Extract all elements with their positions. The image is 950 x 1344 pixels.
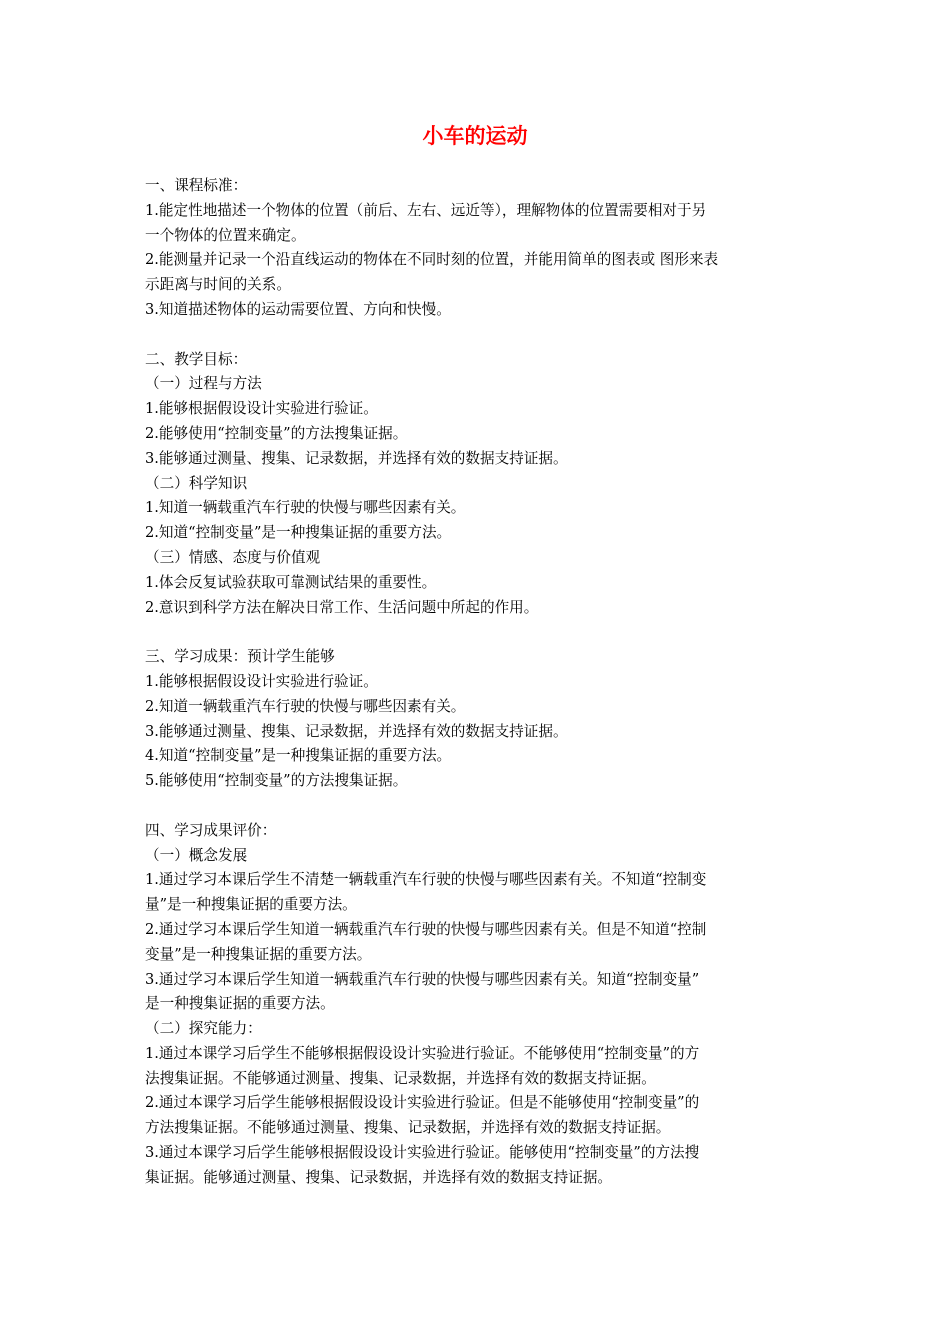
text-line: （三）情感、态度与价值观 [145, 548, 321, 566]
document-title: 小车的运动 [422, 124, 528, 148]
text-line: 5.能够使用“控制变量”的方法搜集证据。 [145, 772, 408, 790]
text-line: 1.能定性地描述一个物体的位置（前后、左右、远近等），理解物体的位置需要相对于另 [145, 201, 707, 219]
text-line: 2.知道“控制变量”是一种搜集证据的重要方法。 [145, 524, 452, 542]
text-line: （二）探究能力： [145, 1020, 262, 1038]
text-line: 是一种搜集证据的重要方法。 [145, 995, 335, 1013]
text-line: 四、学习成果评价： [145, 821, 277, 839]
document-body [145, 174, 813, 1191]
text-line: 4.知道“控制变量”是一种搜集证据的重要方法。 [145, 747, 452, 765]
text-line: 2.意识到科学方法在解决日常工作、生活问题中所起的作用。 [145, 598, 539, 616]
section-gap [145, 620, 813, 645]
text-line: 二、教学目标： [145, 350, 248, 368]
text-line: 3.能够通过测量、搜集、记录数据，并选择有效的数据支持证据。 [145, 449, 568, 467]
text-line: 3.知道描述物体的运动需要位置、方向和快慢。 [145, 300, 451, 318]
text-line: （一）过程与方法 [145, 375, 262, 393]
text-line: 一、课程标准： [145, 177, 248, 194]
text-line: 三、学习成果：预计学生能够 [145, 648, 335, 666]
text-line: 1.体会反复试验获取可靠测试结果的重要性。 [145, 573, 437, 591]
text-line: 2.通过本课学习后学生能够根据假设设计实验进行验证。但是不能够使用“控制变量”的 [145, 1094, 700, 1112]
text-line: 1.通过本课学习后学生不能够根据假设设计实验进行验证。不能够使用“控制变量”的方 [145, 1044, 700, 1062]
text-line: 集证据。能够通过测量、搜集、记录数据，并选择有效的数据支持证据。 [145, 1168, 613, 1186]
text-line: 3.通过本课学习后学生能够根据假设设计实验进行验证。能够使用“控制变量”的方法搜 [145, 1144, 700, 1162]
section-gap [145, 323, 813, 348]
text-line: （二）科学知识 [145, 474, 248, 492]
text-line: 2.能测量并记录一个沿直线运动的物体在不同时刻的位置，并能用简单的图表或 图形来表 [145, 251, 719, 269]
text-line: 1.能够根据假设设计实验进行验证。 [145, 400, 378, 418]
text-line: 一个物体的位置来确定。 [145, 226, 306, 244]
text-line: 2.通过学习本课后学生知道一辆载重汽车行驶的快慢与哪些因素有关。但是不知道“控制 [145, 920, 707, 938]
text-line: 方法搜集证据。不能够通过测量、搜集、记录数据，并选择有效的数据支持证据。 [145, 1119, 671, 1137]
text-line: 3.能够通过测量、搜集、记录数据，并选择有效的数据支持证据。 [145, 722, 568, 740]
text-line: 量”是一种搜集证据的重要方法。 [145, 896, 357, 914]
text-line: 1.能够根据假设设计实验进行验证。 [145, 672, 378, 690]
text-line: 法搜集证据。不能够通过测量、搜集、记录数据，并选择有效的数据支持证据。 [145, 1069, 656, 1087]
text-line: 1.知道一辆载重汽车行驶的快慢与哪些因素有关。 [145, 499, 466, 517]
text-line: （一）概念发展 [145, 846, 248, 864]
text-line: 2.知道一辆载重汽车行驶的快慢与哪些因素有关。 [145, 697, 466, 715]
text-line: 变量”是一种搜集证据的重要方法。 [145, 945, 372, 963]
text-line: 3.通过学习本课后学生知道一辆载重汽车行驶的快慢与哪些因素有关。知道“控制变量” [145, 970, 700, 988]
text-line: 示距离与时间的关系。 [145, 276, 291, 294]
text-line: 2.能够使用“控制变量”的方法搜集证据。 [145, 424, 408, 442]
section-gap [145, 794, 813, 819]
text-line: 1.通过学习本课后学生不清楚一辆载重汽车行驶的快慢与哪些因素有关。不知道“控制变 [145, 871, 707, 889]
